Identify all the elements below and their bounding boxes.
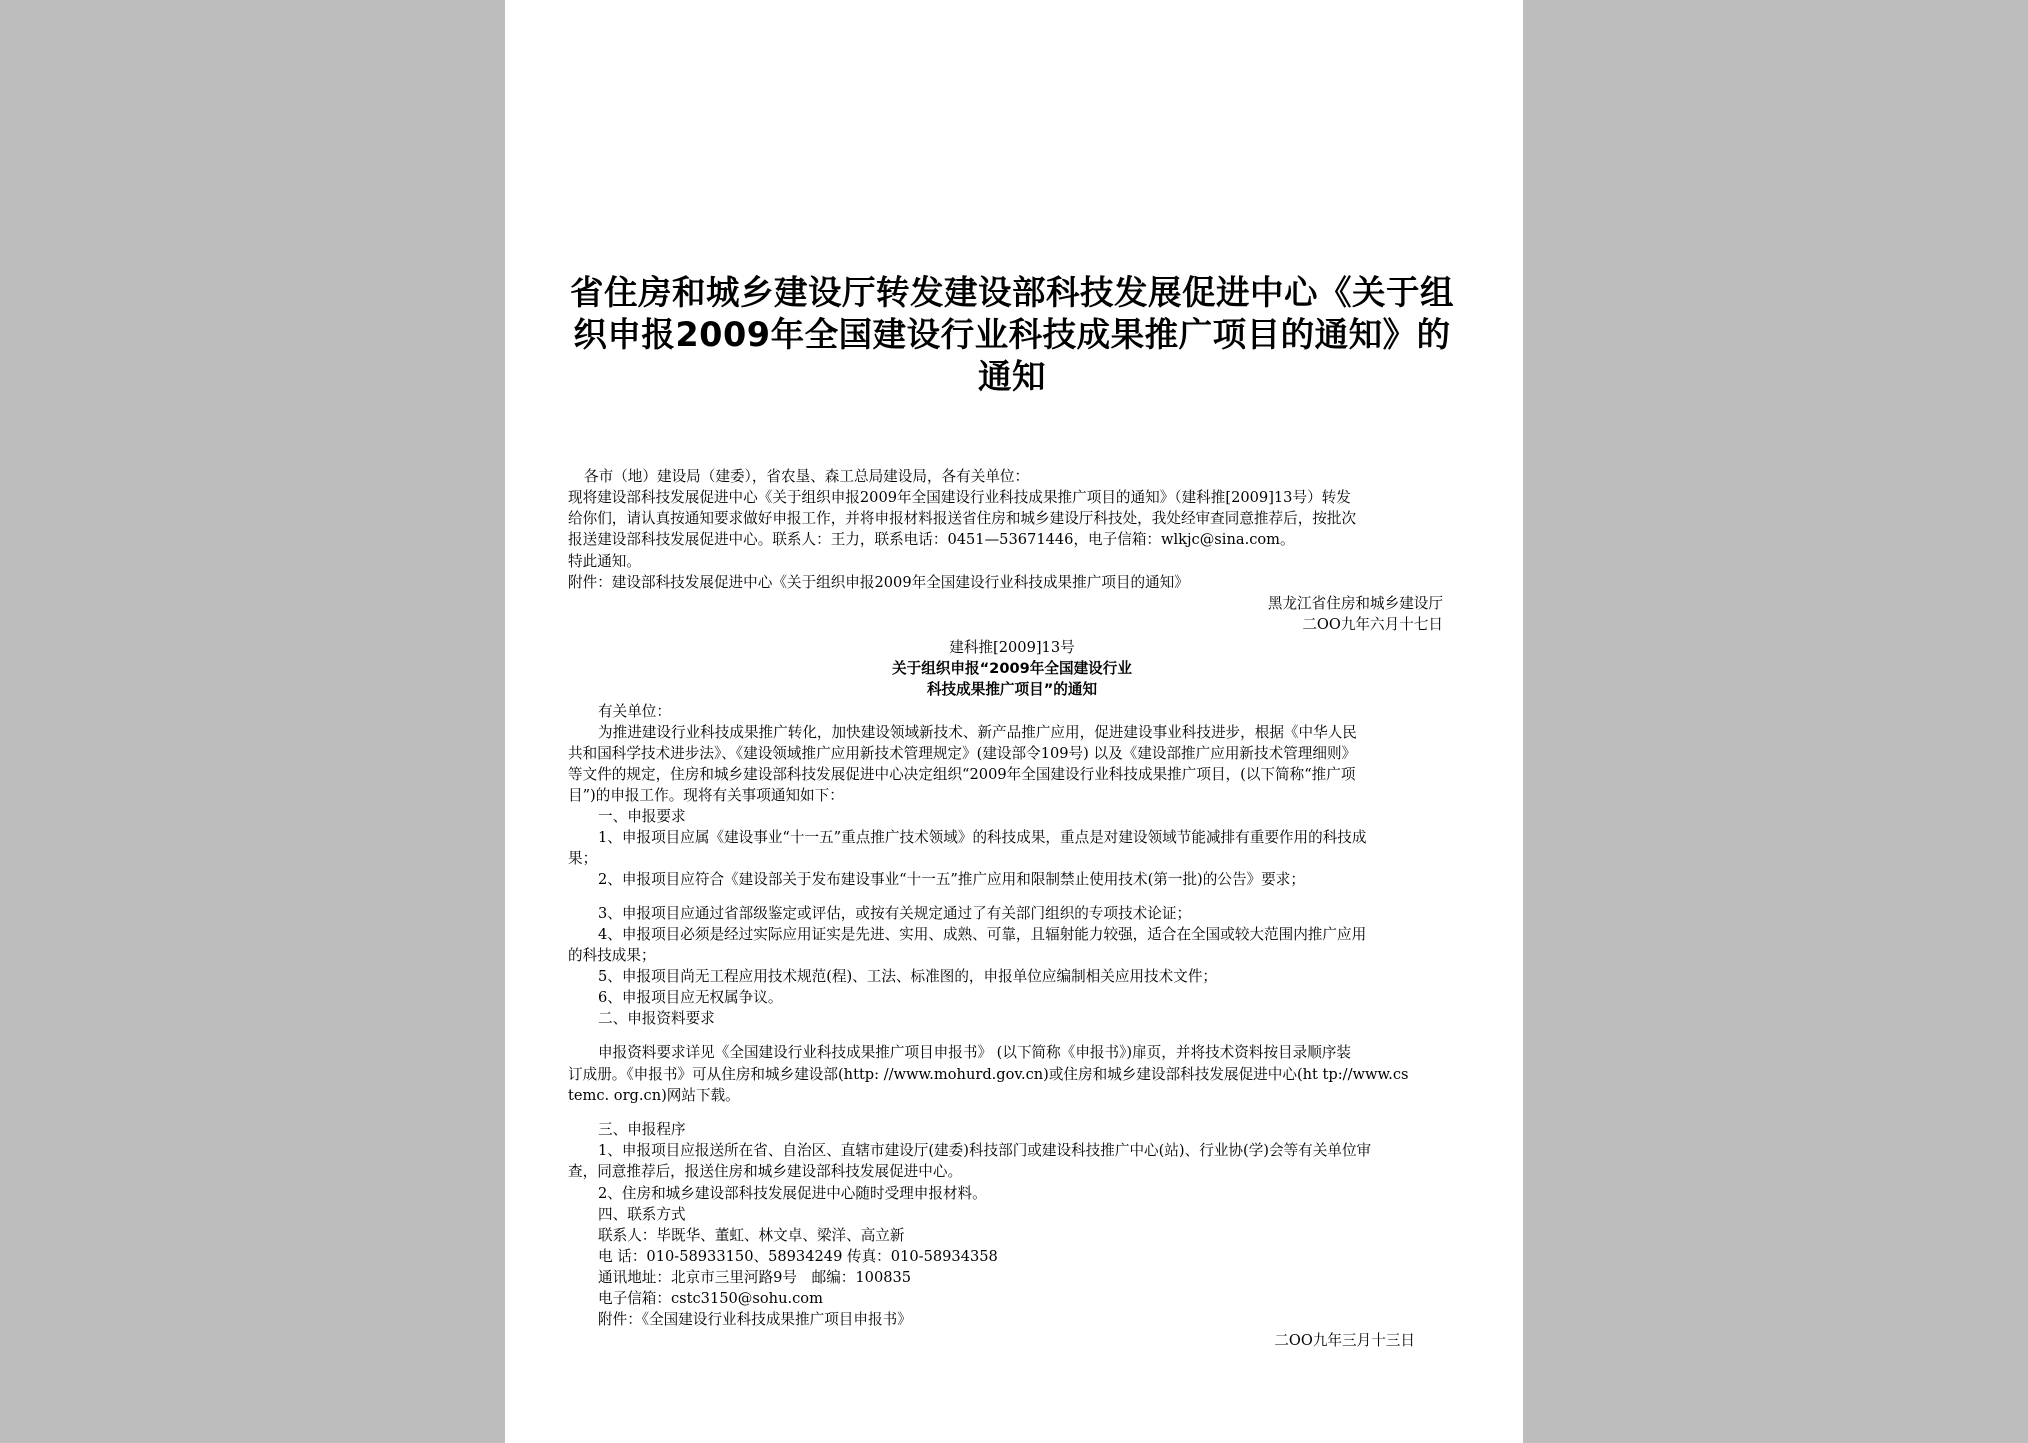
section-1-item-2: 2、申报项目应符合《建设部关于发布建设事业“十一五”推广应用和限制禁止使用技术(第一批)的公告》要求；: [598, 871, 1305, 888]
forward-date: 二OO九年六月十七日: [1302, 616, 1443, 633]
section-2-heading: 二、申报资料要求: [598, 1010, 715, 1027]
section-1-item-3: 3、申报项目应通过省部级鉴定或评估，或按有关规定通过了有关部门组织的专项技术论证；: [598, 905, 1192, 922]
section-1-item-4-cont: 的科技成果；: [568, 947, 656, 964]
section-3-heading: 三、申报程序: [598, 1121, 686, 1138]
section-3-item-1-cont: 查，同意推荐后，报送住房和城乡建设部科技发展促进中心。: [568, 1163, 963, 1180]
intro-line-1: 为推进建设行业科技成果推广转化，加快建设领域新技术、新产品推广应用，促进建设事业科技进步，根据《中华人民: [598, 724, 1357, 741]
document-title: 省住房和城乡建设厅转发建设部科技发展促进中心《关于组织申报2009年全国建设行业科技成果推广项目的通知》的通知: [570, 273, 1454, 396]
forward-closing: 特此通知。: [568, 553, 641, 570]
section-1-item-1: 1、申报项目应属《建设事业“十一五”重点推广技术领域》的科技成果，重点是对建设领域节能减排有重要作用的科技成: [598, 829, 1367, 846]
forward-body-line-2: 给你们，请认真按通知要求做好申报工作，并将申报材料报送省住房和城乡建设厅科技处，我处经审查同意推荐后，按批次: [568, 510, 1357, 527]
section-2-body-1: 申报资料要求详见《全国建设行业科技成果推广项目申报书》 (以下简称《申报书》)扉页，并将技术资料按目录顺序装: [598, 1044, 1352, 1061]
forward-attachment: 附件：建设部科技发展促进中心《关于组织申报2009年全国建设行业科技成果推广项目的通知》: [568, 574, 1189, 591]
section-2-body-2: 订成册。《申报书》可从住房和城乡建设部(http: //www.mohurd.gov.cn)或住房和城乡建设部科技发展促进中心(ht tp://www.cs: [568, 1066, 1409, 1083]
intro-line-2: 共和国科学技术进步法》、《建设领域推广应用新技术管理规定》(建设部令109号) 以及《建设部推广应用新技术管理细则》: [568, 745, 1357, 762]
section-1-item-5: 5、申报项目尚无工程应用技术规范(程)、工法、标准图的，申报单位应编制相关应用技术文件；: [598, 968, 1218, 985]
enclosed-title-line-1: 关于组织申报“2009年全国建设行业: [892, 660, 1132, 677]
forward-salutation: 各市（地）建设局（建委），省农垦、森工总局建设局，各有关单位：: [584, 468, 1030, 485]
document-page: [505, 0, 1523, 1443]
enclosed-date: 二OO九年三月十三日: [1274, 1332, 1415, 1349]
forward-body-line-1: 现将建设部科技发展促进中心《关于组织申报2009年全国建设行业科技成果推广项目的通知》（建科推[2009]13号）转发: [568, 489, 1351, 506]
contact-email: 电子信箱：cstc3150@sohu.com: [598, 1290, 823, 1307]
section-1-item-6: 6、申报项目应无权属争议。: [598, 989, 783, 1006]
section-1-heading: 一、申报要求: [598, 808, 686, 825]
enclosed-salutation: 有关单位：: [598, 703, 671, 720]
contact-phone: 电 话：010-58933150、58934249 传真：010-58934358: [598, 1248, 998, 1265]
forward-body-line-3: 报送建设部科技发展促进中心。联系人：王力，联系电话：0451—53671446，电子信箱：wlkjc@sina.com。: [568, 531, 1295, 548]
section-3-item-2: 2、住房和城乡建设部科技发展促进中心随时受理申报材料。: [598, 1185, 987, 1202]
section-3-item-1: 1、申报项目应报送所在省、自治区、直辖市建设厅(建委)科技部门或建设科技推广中心(站)、行业协(学)会等有关单位审: [598, 1142, 1372, 1159]
contact-address: 通讯地址：北京市三里河路9号 邮编：100835: [598, 1269, 912, 1286]
section-2-body-3: temc. org.cn)网站下载。: [568, 1087, 740, 1104]
enclosed-title-line-2: 科技成果推广项目”的通知: [926, 681, 1098, 698]
section-1-item-1-cont: 果；: [568, 850, 598, 867]
forward-issuer: 黑龙江省住房和城乡建设厅: [1267, 595, 1443, 612]
contact-persons: 联系人：毕既华、董虹、林文卓、梁洋、高立新: [598, 1227, 905, 1244]
enclosed-doc-number: 建科推[2009]13号: [949, 639, 1075, 656]
enclosed-attachment: 附件：《全国建设行业科技成果推广项目申报书》: [598, 1311, 912, 1328]
section-4-heading: 四、联系方式: [598, 1206, 686, 1223]
intro-line-3: 等文件的规定，住房和城乡建设部科技发展促进中心决定组织“2009年全国建设行业科技成果推广项目，(以下简称“推广项: [568, 766, 1356, 783]
section-1-item-4: 4、申报项目必须是经过实际应用证实是先进、实用、成熟、可靠，且辐射能力较强，适合在全国或较大范围内推广应用: [598, 926, 1367, 943]
intro-line-4: 目”)的申报工作。现将有关事项通知如下：: [568, 787, 844, 804]
